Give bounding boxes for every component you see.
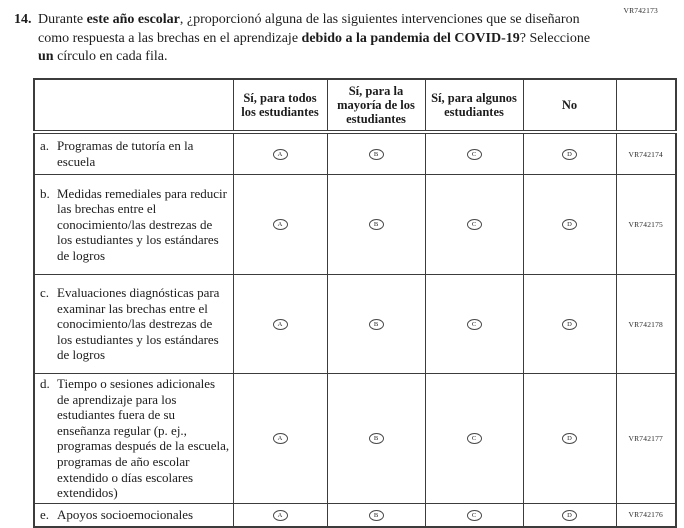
row-d-option-circle-b[interactable]: B (369, 433, 384, 444)
header-empty-label (34, 79, 233, 132)
row-c-option-circle-a[interactable]: A (273, 319, 288, 330)
row-b-option-circle-b[interactable]: B (369, 219, 384, 230)
table-row-e (34, 503, 676, 527)
header-yes-all-students: Sí, para todos los estudiantes (233, 79, 327, 132)
row-c-option-circle-c[interactable]: C (467, 319, 482, 330)
row-e-option-circle-d[interactable]: D (562, 510, 577, 521)
intervention-response-table (33, 78, 677, 528)
table-row-b (34, 175, 676, 275)
row-b-text: Medidas remediales para reducir las brechas entre el conocimiento/las destrezas de los estudiantes y los estándares de logros (57, 185, 228, 263)
header-empty-code (616, 79, 676, 132)
row-a-label (38, 138, 230, 169)
table-header-row (34, 79, 676, 132)
row-c-letter: c. (40, 285, 50, 301)
question-text (38, 11, 603, 67)
row-e-text: Apoyos socioemocionales (57, 506, 194, 522)
question-seg-1: Durante (38, 12, 87, 27)
question-seg-5: ? Seleccione (519, 30, 591, 46)
row-e-option-circle-c[interactable]: C (467, 510, 482, 521)
row-d-label (38, 376, 230, 501)
row-a-option-circle-a[interactable]: A (273, 149, 288, 160)
row-d-option-circle-d[interactable]: D (562, 433, 577, 444)
row-c-option-circle-b[interactable]: B (369, 319, 384, 330)
header-yes-some-students: Sí, para algunos estudiantes (425, 79, 523, 132)
table-row-d (34, 374, 676, 504)
row-d-text: Tiempo o sesiones adicionales de aprendizaje para los estudiantes fuera de su enseñanza regular (p. ej., programas después de la escuela, programas de año escolar extendido o días escolares extendidos) (57, 376, 230, 501)
question-seg-3: , ¿proporcionó alguna de las siguientes intervenciones que se diseñaron como respuesta a las brechas en el aprendizaje (38, 12, 580, 46)
row-a-text: Programas de tutoría en la escuela (57, 138, 194, 169)
table-row-a (34, 132, 676, 175)
row-a-form-code: VR742174 (616, 132, 676, 175)
row-b-option-circle-a[interactable]: A (273, 219, 288, 230)
row-a-option-circle-d[interactable]: D (562, 149, 577, 160)
row-a-option-circle-c[interactable]: C (467, 149, 482, 160)
row-c-text: Evaluaciones diagnósticas para examinar las brechas entre el conocimiento/las destrezas de los estudiantes y los estándares de logros (57, 285, 220, 363)
row-b-option-circle-c[interactable]: C (467, 219, 482, 230)
question-seg-7: círculo en cada fila. (53, 49, 168, 64)
header-yes-most-students: Sí, para la mayoría de los estudiantes (327, 79, 425, 132)
row-e-letter: e. (40, 506, 50, 522)
header-no: No (523, 79, 616, 132)
row-d-option-circle-c[interactable]: C (467, 433, 482, 444)
row-d-form-code: VR742177 (616, 374, 676, 504)
question-seg-2: este año escolar (86, 12, 180, 27)
question-number: 14. (14, 12, 32, 27)
row-e-option-circle-b[interactable]: B (369, 510, 384, 521)
question-block (14, 11, 610, 67)
table-row-c (34, 275, 676, 374)
row-d-letter: d. (40, 376, 50, 391)
row-e-option-circle-a[interactable]: A (273, 510, 288, 521)
row-c-option-circle-d[interactable]: D (562, 319, 577, 330)
row-c-form-code: VR742178 (616, 275, 676, 374)
row-d-option-circle-a[interactable]: A (273, 433, 288, 444)
row-c-label (38, 285, 230, 363)
row-b-option-circle-d[interactable]: D (562, 219, 577, 230)
row-e-label (38, 507, 230, 523)
question-seg-4: debido a la pandemia del COVID-19 (301, 30, 520, 46)
row-b-label (38, 186, 230, 264)
row-a-letter: a. (40, 138, 50, 154)
page-form-code: VR742173 (623, 6, 658, 15)
row-b-letter: b. (40, 185, 50, 201)
row-a-option-circle-b[interactable]: B (369, 149, 384, 160)
question-seg-6: un (38, 49, 54, 64)
row-e-form-code: VR742176 (616, 503, 676, 527)
row-b-form-code: VR742175 (616, 175, 676, 275)
